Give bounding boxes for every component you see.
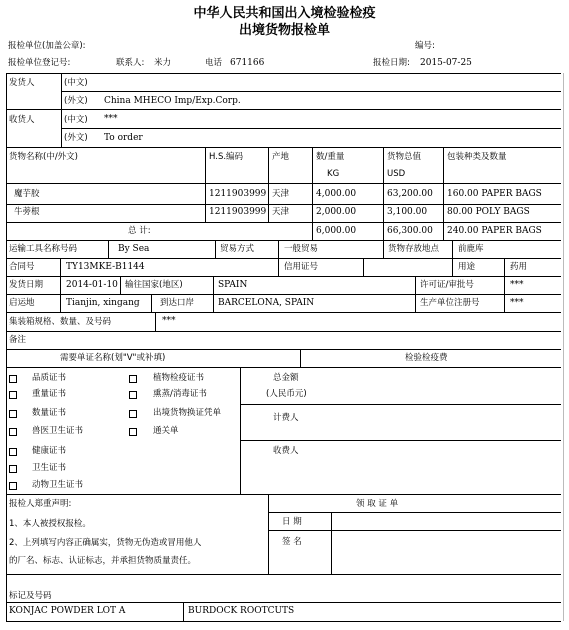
consignee-en-value: To order xyxy=(104,133,143,143)
container-label: 集装箱规格、数量、及号码 xyxy=(9,317,112,327)
cert-label: 卫生证书 xyxy=(32,463,67,473)
value-unit: USD xyxy=(387,169,406,179)
inspection-fee-header: 检验检疫费 xyxy=(405,353,448,363)
cert-label: 通关单 xyxy=(153,426,179,436)
total-fee-unit: (人民币元) xyxy=(266,389,307,399)
hs-code-header: H.S.编码 xyxy=(209,152,244,162)
checkbox[interactable] xyxy=(129,410,137,418)
checkbox[interactable] xyxy=(9,428,17,436)
declaration-line1: 1、本人被授权报检。 xyxy=(9,519,91,529)
checkbox[interactable] xyxy=(129,375,137,383)
signature-label: 签 名 xyxy=(282,537,302,547)
cert-label: 数量证书 xyxy=(32,408,67,418)
form-subtitle: 出境货物报检单 xyxy=(238,23,330,38)
phone-label: 电话 xyxy=(205,58,223,68)
quantity: 2,000.00 xyxy=(316,207,357,217)
unit-label: 报检单位(加盖公章): xyxy=(8,41,86,51)
value-header: 货物总值 xyxy=(387,152,422,162)
goods-name: 牛蒡根 xyxy=(14,207,40,217)
cert-label: 出境货物换证凭单 xyxy=(153,408,222,418)
checkbox[interactable] xyxy=(9,391,17,399)
packaging: 80.00 POLY BAGS xyxy=(447,207,530,217)
transport-label: 运输工具名称号码 xyxy=(9,244,78,254)
hs-code: 1211903999 xyxy=(209,189,267,199)
destination-country-value: SPAIN xyxy=(218,280,248,290)
ship-date-label: 发货日期 xyxy=(9,280,44,290)
departure-label: 启运地 xyxy=(9,298,35,308)
hs-code: 1211903999 xyxy=(209,207,267,217)
goods-name: 魔芋胶 xyxy=(14,189,40,199)
quantity-header: 数/重量 xyxy=(316,152,345,162)
value: 63,200.00 xyxy=(387,189,433,199)
producer-label: 生产单位注册号 xyxy=(420,298,480,308)
receive-date-label: 日 期 xyxy=(282,517,302,527)
contact-label: 联系人: xyxy=(116,58,145,68)
phone-value: 671166 xyxy=(230,58,265,68)
permit-value: *** xyxy=(510,280,524,290)
cert-label: 动物卫生证书 xyxy=(32,480,84,490)
marks-value-2: BURDOCK ROOTCUTS xyxy=(188,606,295,616)
checkbox[interactable] xyxy=(9,375,17,383)
value: 3,100.00 xyxy=(387,207,428,217)
contract-value: TY13MKE-B1144 xyxy=(66,262,145,272)
checkbox[interactable] xyxy=(9,465,17,473)
total-label: 总 计: xyxy=(128,226,151,236)
marks-value-1: KONJAC POWDER LOT A xyxy=(9,606,126,616)
quantity-unit: KG xyxy=(327,169,340,179)
checkbox[interactable] xyxy=(9,410,17,418)
declaration-line2b: 的厂名、标志、认证标志，并承担货物质量责任。 xyxy=(9,556,197,566)
consignee-label: 收货人 xyxy=(9,115,35,125)
consignee-en-label: (外文) xyxy=(64,133,88,143)
contract-label: 合同号 xyxy=(9,262,35,272)
cert-label: 品质证书 xyxy=(32,373,67,383)
cert-label: 植物检疫证书 xyxy=(153,373,205,383)
declare-date-label: 报检日期: xyxy=(373,58,410,68)
contact-value: 米力 xyxy=(154,58,172,68)
declaration-label: 报检人郑重声明: xyxy=(9,499,72,509)
shipper-en-label: (外文) xyxy=(64,96,88,106)
consignee-cn-label: (中文) xyxy=(64,115,88,125)
shipper-cn-label: (中文) xyxy=(64,78,88,88)
required-docs-header: 需要单证名称(划"V"或补填) xyxy=(60,353,166,363)
declare-date-value: 2015-07-25 xyxy=(420,58,472,68)
storage-value: 前鹿库 xyxy=(458,244,484,254)
destination-country-label: 输往国家(地区) xyxy=(125,280,183,290)
origin: 天津 xyxy=(272,189,290,199)
goods-name-header: 货物名称(中/外文) xyxy=(9,152,78,162)
departure-value: Tianjin, xingang xyxy=(66,298,140,308)
checkbox[interactable] xyxy=(129,428,137,436)
total-value: 66,300.00 xyxy=(387,226,433,236)
producer-value: *** xyxy=(510,298,524,308)
fee-collector-label: 收费人 xyxy=(273,446,299,456)
fee-calculator-label: 计费人 xyxy=(273,413,299,423)
transport-value: By Sea xyxy=(118,244,150,254)
consignee-cn-value: *** xyxy=(104,114,118,124)
form-title: 中华人民共和国出入境检验检疫 xyxy=(193,6,376,21)
cert-label: 兽医卫生证书 xyxy=(32,426,84,436)
permit-label: 许可证/审批号 xyxy=(420,280,474,290)
trade-mode-value: 一般贸易 xyxy=(284,244,319,254)
cert-label: 熏蒸/消毒证书 xyxy=(153,389,207,399)
packaging-header: 包装种类及数量 xyxy=(447,152,507,162)
cert-label: 重量证书 xyxy=(32,389,67,399)
cert-label: 健康证书 xyxy=(32,446,67,456)
arrival-port-value: BARCELONA, SPAIN xyxy=(218,298,315,308)
total-packaging: 240.00 PAPER BAGS xyxy=(447,226,542,236)
origin: 天津 xyxy=(272,207,290,217)
declaration-line2a: 2、上列填写内容正确属实，货物无伪造或冒用他人 xyxy=(9,538,202,548)
origin-header: 产地 xyxy=(272,152,290,162)
number-label: 编号: xyxy=(415,41,435,51)
packaging: 160.00 PAPER BAGS xyxy=(447,189,542,199)
checkbox[interactable] xyxy=(9,448,17,456)
shipper-label: 发货人 xyxy=(9,78,35,88)
total-fee-label: 总金额 xyxy=(273,373,299,383)
quantity: 4,000.00 xyxy=(316,189,357,199)
receive-certificate-header: 领 取 证 单 xyxy=(356,499,399,509)
arrival-port-label: 到达口岸 xyxy=(160,298,195,308)
checkbox[interactable] xyxy=(129,391,137,399)
container-value: *** xyxy=(162,316,176,326)
storage-label: 货物存放地点 xyxy=(388,244,440,254)
marks-label: 标记及号码 xyxy=(9,591,52,601)
ship-date-value: 2014-01-10 xyxy=(66,280,118,290)
lc-label: 信用证号 xyxy=(284,262,319,272)
remarks-label: 备注 xyxy=(9,335,27,345)
trade-mode-label: 贸易方式 xyxy=(220,244,255,254)
use-label: 用途 xyxy=(458,262,476,272)
registration-label: 报检单位登记号: xyxy=(8,58,71,68)
shipper-en-value: China MHECO Imp/Exp.Corp. xyxy=(104,96,241,106)
total-quantity: 6,000.00 xyxy=(316,226,357,236)
checkbox[interactable] xyxy=(9,482,17,490)
use-value: 药用 xyxy=(510,262,528,272)
